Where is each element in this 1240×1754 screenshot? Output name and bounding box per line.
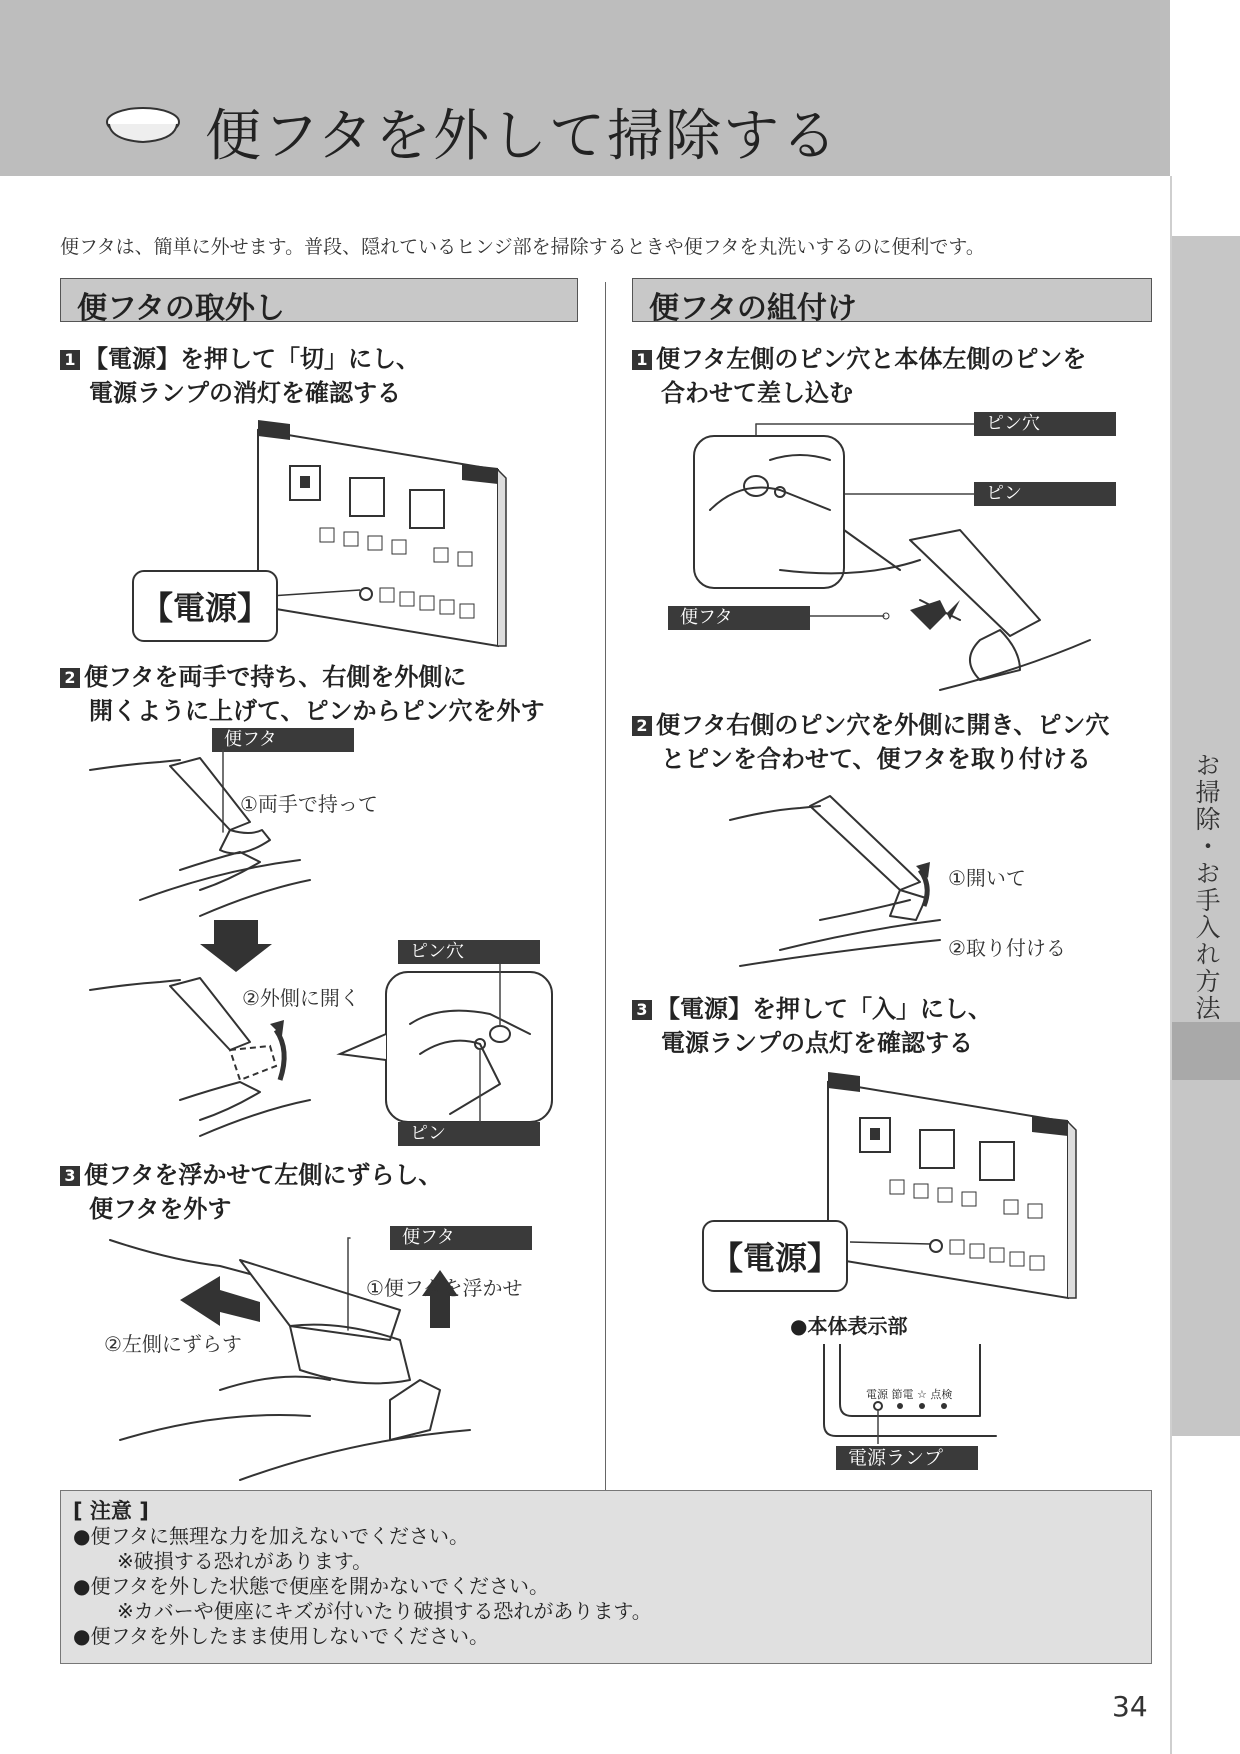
intro-text: 便フタは、簡単に外せます。普段、隠れているヒンジ部を掃除するときや便フタを丸洗いするのに便利です。	[60, 236, 985, 258]
caution-note-1: ※破損する恐れがあります。	[117, 1549, 373, 1573]
step-number: 1	[60, 350, 80, 370]
side-tab-label: お掃除・お手入れ方法	[1192, 752, 1221, 1022]
display-labels: 電源 節電 ☆ 点検	[866, 1388, 953, 1401]
remote-control-illustration	[250, 410, 510, 650]
pin-insert-illustration	[660, 420, 1100, 700]
toilet-seat-icon	[103, 100, 183, 148]
annotation-float: ①便フタを浮かせ	[366, 1276, 523, 1300]
power-callout-left: 【電源】	[132, 570, 278, 642]
pin-detail-closeup-left	[330, 964, 556, 1124]
power-callout-right: 【電源】	[702, 1220, 848, 1292]
assembly-step-1: 1 便フタ左側のピン穴と本体左側のピンを 合わせて差し込む	[632, 342, 1086, 410]
step-number: 2	[60, 668, 80, 688]
label-pin-right: ピン	[974, 482, 1116, 506]
step-number: 2	[632, 716, 652, 736]
down-arrow-icon	[200, 920, 272, 972]
display-caption: ●本体表示部	[790, 1314, 908, 1338]
removal-step-3: 3 便フタを浮かせて左側にずらし、 便フタを外す	[60, 1158, 442, 1226]
assembly-step-3: 3 【電源】を押して「入」にし、 電源ランプの点灯を確認する	[632, 992, 992, 1060]
label-pin-left: ピン	[398, 1122, 540, 1146]
lid-hold-illustration	[80, 740, 320, 920]
column-separator	[605, 282, 606, 1490]
annotation-slide-left: ②左側にずらす	[104, 1332, 242, 1356]
step-number: 1	[632, 350, 652, 370]
caution-item-2: ●便フタを外した状態で便座を開かないでください。	[73, 1574, 550, 1598]
label-lid-right: 便フタ	[668, 606, 810, 630]
lid-slide-illustration	[100, 1230, 480, 1486]
annotation-hold: ①両手で持って	[240, 792, 378, 816]
caution-title: [ 注意 ]	[73, 1499, 149, 1523]
label-lid-step2: 便フタ	[212, 728, 354, 752]
step-number: 3	[60, 1166, 80, 1186]
caution-note-2: ※カバーや便座にキズが付いたり破損する恐れがあります。	[117, 1599, 652, 1623]
annotation-attach: ②取り付ける	[948, 936, 1066, 960]
caution-item-3: ●便フタを外したまま使用しないでください。	[73, 1624, 490, 1648]
label-pin-hole-left: ピン穴	[398, 940, 540, 964]
step-number: 3	[632, 1000, 652, 1020]
annotation-open-outward: ②外側に開く	[242, 986, 360, 1010]
annotation-open: ①開いて	[948, 866, 1026, 890]
label-power-lamp: 電源ランプ	[836, 1446, 978, 1470]
assembly-step-2: 2 便フタ右側のピン穴を外側に開き、ピン穴 とピンを合わせて、便フタを取り付ける	[632, 708, 1109, 776]
side-tab-marker	[1172, 1022, 1240, 1080]
caution-box	[60, 1490, 1152, 1664]
section-title-removal: 便フタの取外し	[60, 278, 578, 322]
remote-control-illustration-right	[820, 1062, 1080, 1302]
section-title-assembly: 便フタの組付け	[632, 278, 1152, 322]
caution-item-1: ●便フタに無理な力を加えないでください。	[73, 1524, 470, 1548]
page-number: 34	[1112, 1690, 1148, 1723]
label-lid-step3: 便フタ	[390, 1226, 532, 1250]
removal-step-1: 1 【電源】を押して「切」にし、 電源ランプの消灯を確認する	[60, 342, 420, 410]
label-pin-hole-right: ピン穴	[974, 412, 1116, 436]
page-title: 便フタを外して掃除する	[205, 104, 840, 169]
removal-step-2: 2 便フタを両手で持ち、右側を外側に 開くように上げて、ピンからピン穴を外す	[60, 660, 545, 728]
lid-attach-illustration	[720, 780, 950, 970]
